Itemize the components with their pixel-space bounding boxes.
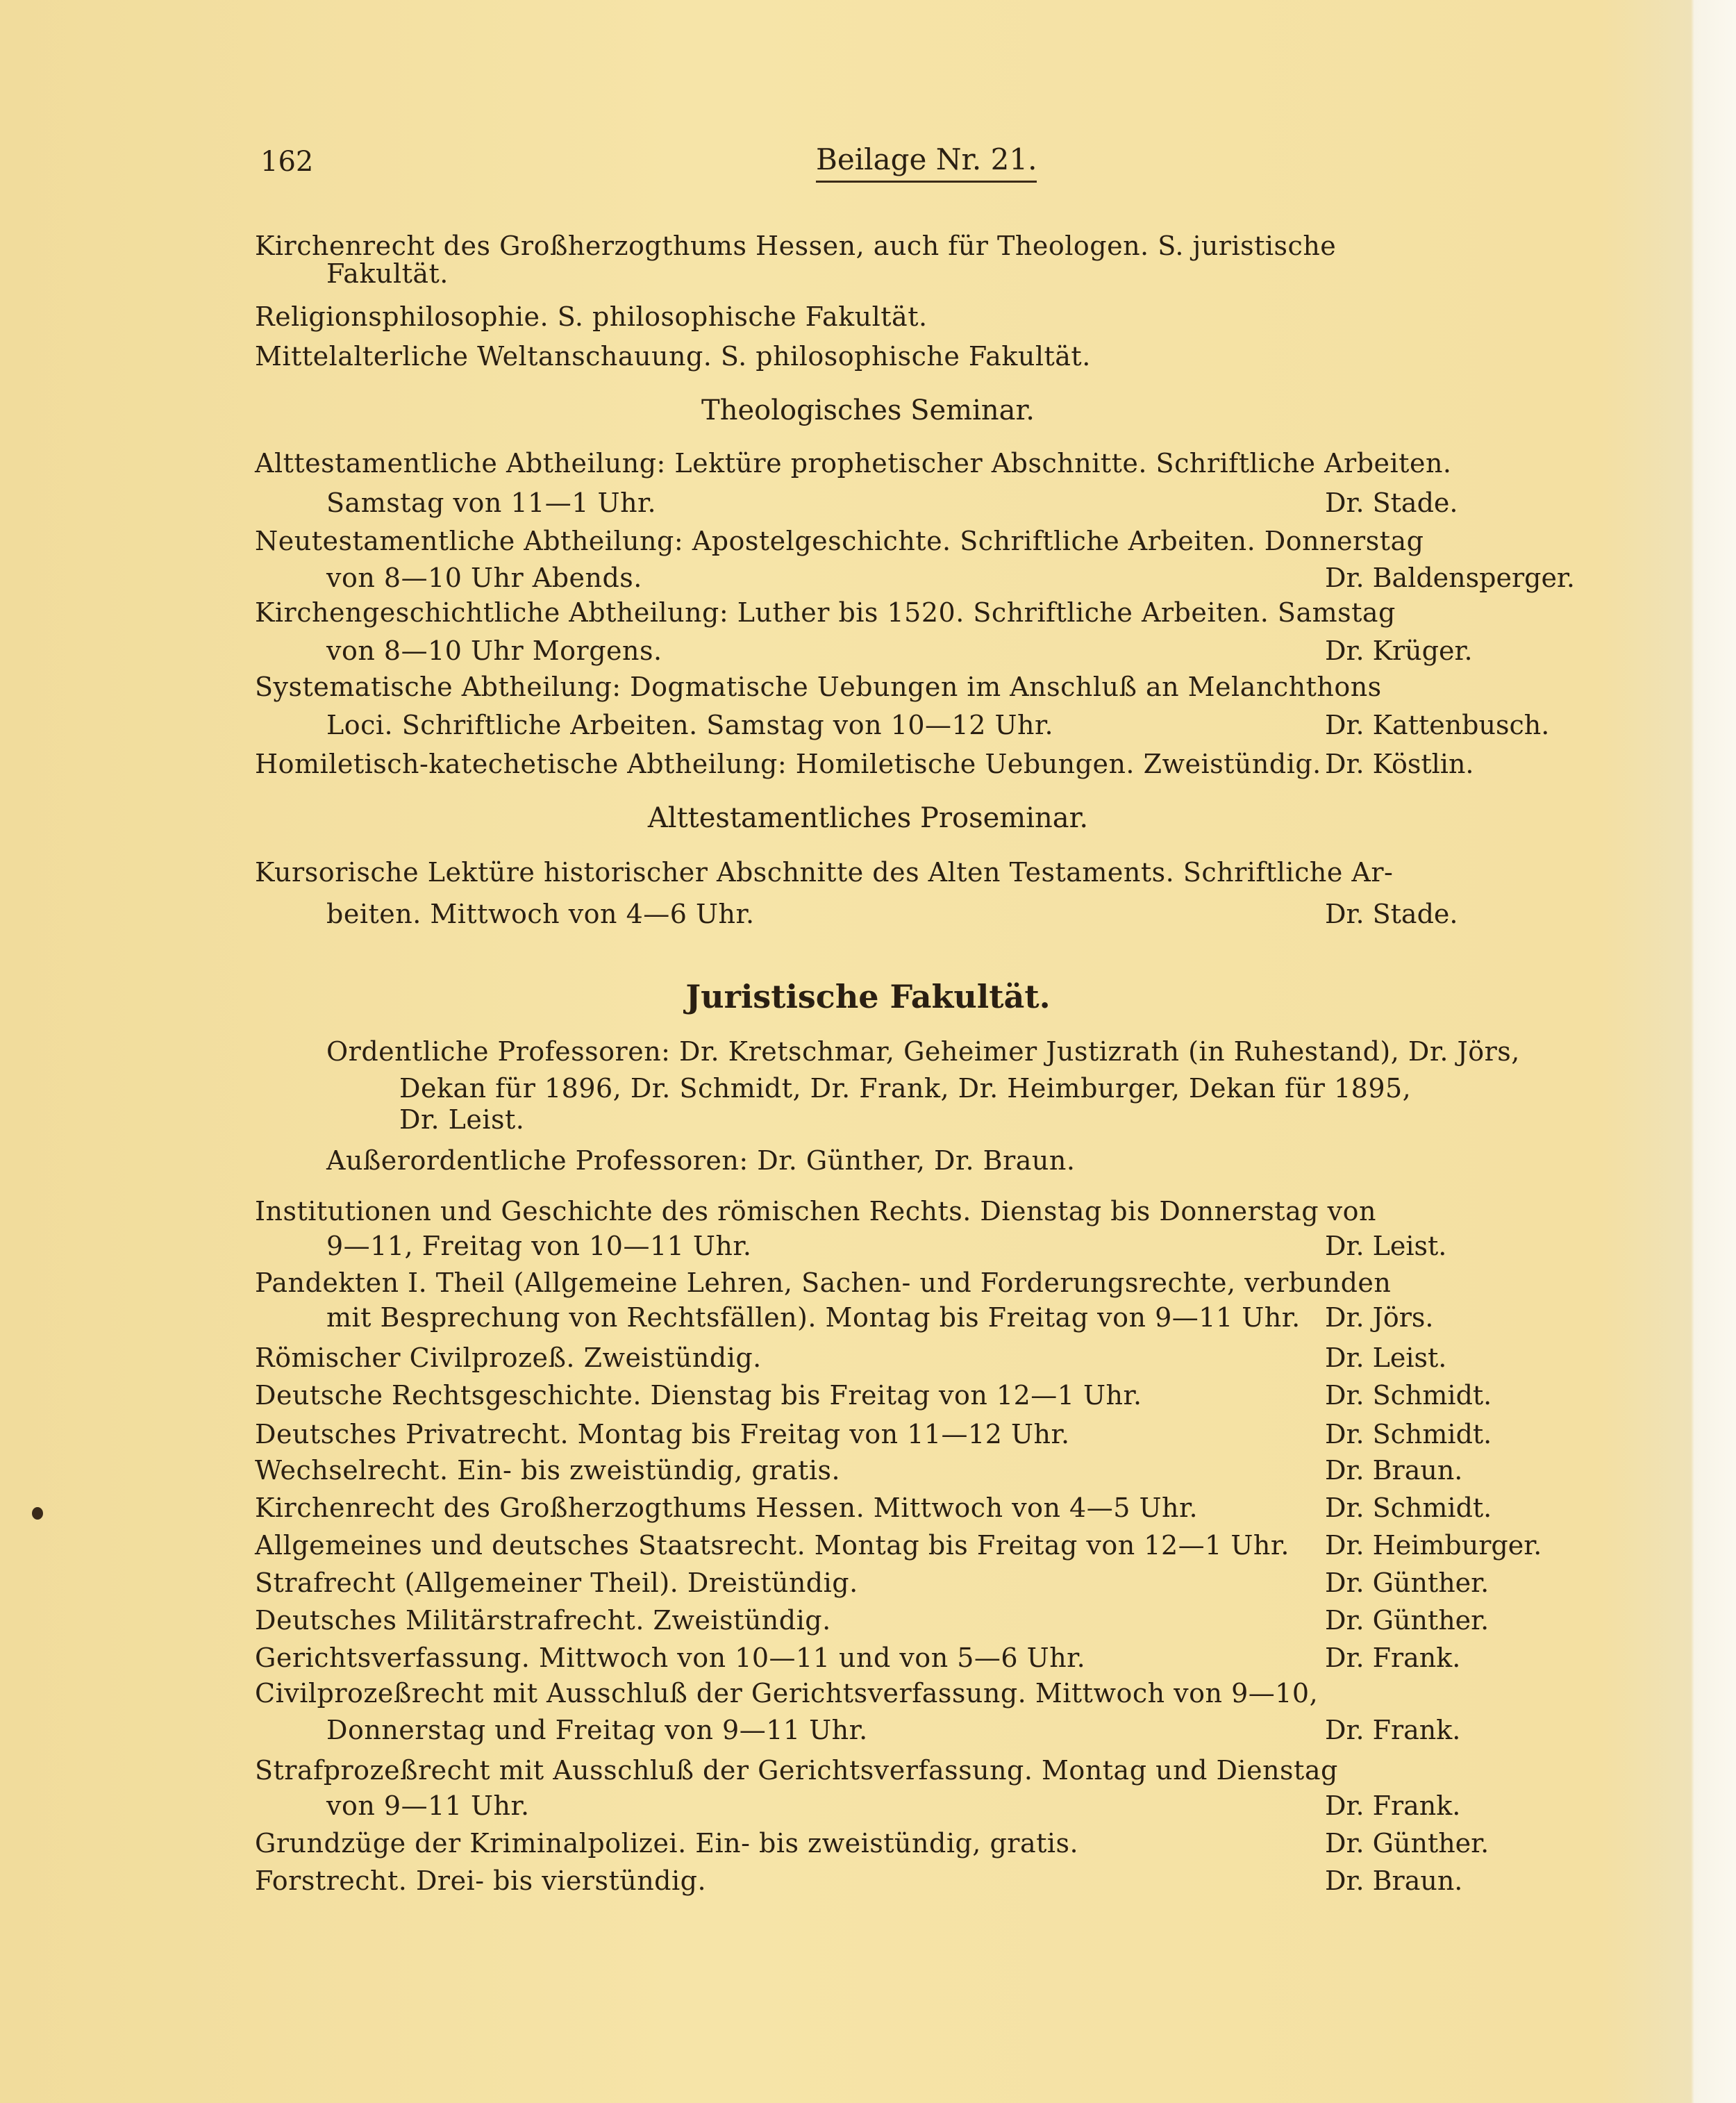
- entry-text: Kirchenrecht des Großherzogthums Hessen. Mittwoch von 4—5 Uhr.: [255, 1493, 1199, 1523]
- lecturer-name: Dr. Frank.: [1325, 1715, 1461, 1745]
- entry-text: Allgemeines und deutsches Staatsrecht. Montag bis Freitag von 12—1 Uhr.: [255, 1530, 1290, 1561]
- section-heading: Theologisches Seminar.: [701, 394, 1035, 426]
- lecturer-name: Dr. Leist.: [1325, 1231, 1447, 1261]
- entry-text: Kursorische Lektüre historischer Abschnitte des Alten Testaments. Schriftliche Ar-: [255, 857, 1394, 888]
- lecturer-name: Dr. Schmidt.: [1325, 1380, 1492, 1411]
- lecturer-name: Dr. Jörs.: [1325, 1302, 1434, 1333]
- entry-text: von 9—11 Uhr.: [326, 1790, 530, 1821]
- lecturer-name: Dr. Heimburger.: [1325, 1530, 1542, 1561]
- lecturer-name: Dr. Braun.: [1325, 1455, 1463, 1486]
- entry-text: Deutsches Privatrecht. Montag bis Freitag von 11—12 Uhr.: [255, 1419, 1070, 1449]
- lecturer-name: Dr. Stade.: [1325, 899, 1458, 929]
- entry-text: Loci. Schriftliche Arbeiten. Samstag von 10—12 Uhr.: [326, 710, 1054, 740]
- entry-text: Strafrecht (Allgemeiner Theil). Dreistündig.: [255, 1568, 858, 1598]
- entry-text: Gerichtsverfassung. Mittwoch von 10—11 und von 5—6 Uhr.: [255, 1643, 1086, 1673]
- lecturer-name: Dr. Günther.: [1325, 1828, 1489, 1859]
- entry-text: Homiletisch-katechetische Abtheilung: Homiletische Uebungen. Zweistündig.: [255, 749, 1321, 779]
- running-title: Beilage Nr. 21.: [816, 142, 1037, 183]
- page-number: 162: [260, 146, 314, 178]
- lecturer-name: Dr. Günther.: [1325, 1605, 1489, 1636]
- entry-text: von 8—10 Uhr Abends.: [326, 563, 642, 593]
- text-line: Fakultät.: [326, 258, 449, 289]
- entry-text: Kirchengeschichtliche Abtheilung: Luther bis 1520. Schriftliche Arbeiten. Samstag: [255, 597, 1396, 628]
- entry-text: Deutsche Rechtsgeschichte. Dienstag bis Freitag von 12—1 Uhr.: [255, 1380, 1142, 1411]
- lecturer-name: Dr. Baldensperger.: [1325, 563, 1575, 593]
- entry-text: beiten. Mittwoch von 4—6 Uhr.: [326, 899, 755, 929]
- professors-line: Dekan für 1896, Dr. Schmidt, Dr. Frank, Dr. Heimburger, Dekan für 1895,: [399, 1073, 1412, 1104]
- text-line: Mittelalterliche Weltanschauung. S. philosophische Fakultät.: [255, 341, 1091, 372]
- professors-line: Außerordentliche Professoren: Dr. Günther, Dr. Braun.: [326, 1145, 1076, 1176]
- lecturer-name: Dr. Günther.: [1325, 1568, 1489, 1598]
- text-line: Religionsphilosophie. S. philosophische Fakultät.: [255, 301, 928, 332]
- lecturer-name: Dr. Kattenbusch.: [1325, 710, 1550, 740]
- entry-text: Donnerstag und Freitag von 9—11 Uhr.: [326, 1715, 868, 1745]
- entry-text: 9—11, Freitag von 10—11 Uhr.: [326, 1231, 752, 1261]
- lecturer-name: Dr. Stade.: [1325, 488, 1458, 518]
- lecturer-name: Dr. Köstlin.: [1325, 749, 1474, 779]
- lecturer-name: Dr. Frank.: [1325, 1790, 1461, 1821]
- lecturer-name: Dr. Braun.: [1325, 1865, 1463, 1896]
- entry-text: Samstag von 11—1 Uhr.: [326, 488, 657, 518]
- lecturer-name: Dr. Frank.: [1325, 1643, 1461, 1673]
- entry-text: Römischer Civilprozeß. Zweistündig.: [255, 1343, 762, 1373]
- entry-text: Systematische Abtheilung: Dogmatische Uebungen im Anschluß an Melanchthons: [255, 672, 1382, 702]
- faculty-heading: Juristische Fakultät.: [685, 978, 1051, 1015]
- entry-text: Deutsches Militärstrafrecht. Zweistündig.: [255, 1605, 831, 1636]
- entry-text: Institutionen und Geschichte des römischen Rechts. Dienstag bis Donnerstag von: [255, 1196, 1376, 1227]
- section-heading: Alttestamentliches Proseminar.: [647, 802, 1089, 834]
- entry-text: mit Besprechung von Rechtsfällen). Montag bis Freitag von 9—11 Uhr.: [326, 1302, 1301, 1333]
- text-line: Kirchenrecht des Großherzogthums Hessen, auch für Theologen. S. juristische: [255, 231, 1337, 261]
- entry-text: Wechselrecht. Ein- bis zweistündig, gratis.: [255, 1455, 841, 1486]
- lecturer-name: Dr. Leist.: [1325, 1343, 1447, 1373]
- entry-text: von 8—10 Uhr Morgens.: [326, 635, 662, 666]
- lecturer-name: Dr. Schmidt.: [1325, 1493, 1492, 1523]
- entry-text: Civilprozeßrecht mit Ausschluß der Gerichtsverfassung. Mittwoch von 9—10,: [255, 1678, 1319, 1709]
- entry-text: Neutestamentliche Abtheilung: Apostelgeschichte. Schriftliche Arbeiten. Donnerstag: [255, 526, 1424, 556]
- entry-text: Alttestamentliche Abtheilung: Lektüre prophetischer Abschnitte. Schriftliche Arbeiten.: [255, 448, 1452, 479]
- lecturer-name: Dr. Krüger.: [1325, 635, 1473, 666]
- entry-text: Grundzüge der Kriminalpolizei. Ein- bis zweistündig, gratis.: [255, 1828, 1079, 1859]
- lecturer-name: Dr. Schmidt.: [1325, 1419, 1492, 1449]
- professors-line: Ordentliche Professoren: Dr. Kretschmar, Geheimer Justizrath (in Ruhestand), Dr. Jörs,: [326, 1036, 1520, 1067]
- entry-text: Pandekten I. Theil (Allgemeine Lehren, Sachen- und Forderungsrechte, verbunden: [255, 1267, 1392, 1298]
- entry-text: Forstrecht. Drei- bis vierstündig.: [255, 1865, 707, 1896]
- ink-spot: [32, 1507, 43, 1520]
- entry-text: Strafprozeßrecht mit Ausschluß der Gerichtsverfassung. Montag und Dienstag: [255, 1755, 1338, 1786]
- professors-line: Dr. Leist.: [399, 1104, 525, 1135]
